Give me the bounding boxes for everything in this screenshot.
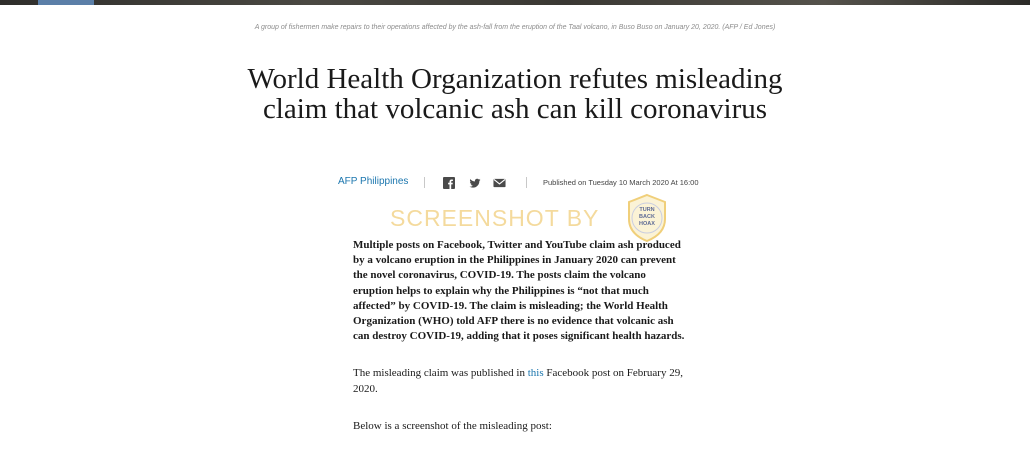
paragraph-text: The misleading claim was published in	[353, 367, 528, 380]
meta-separator	[424, 177, 425, 188]
email-icon[interactable]	[493, 176, 506, 190]
headline-line-2: claim that volcanic ash can kill coronavirus	[262, 93, 768, 125]
article-meta-bar	[338, 176, 698, 192]
article-headline	[160, 64, 870, 124]
seal-text-line: HOAX	[639, 221, 655, 227]
author-link[interactable]: AFP Philippines	[338, 176, 409, 187]
hero-image-bottom-edge	[0, 0, 1030, 5]
meta-separator	[526, 177, 527, 188]
facebook-icon[interactable]	[443, 176, 455, 190]
paragraph-text: Facebook post on February 29, 2020.	[353, 367, 683, 395]
photo-caption: A group of fishermen make repairs to their operations affected by the ash-fall from the eruption of the Taal volcano, in Buso Buso on January 20, 2020. (AFP / Ed Jones)	[254, 24, 776, 31]
facebook-post-link[interactable]: this	[527, 367, 544, 380]
article-body	[353, 238, 688, 456]
published-date: Published on Tuesday 10 March 2020 At 16:00	[543, 178, 699, 187]
turn-back-hoax-seal	[622, 193, 672, 243]
article-paragraph	[353, 366, 688, 396]
headline-line-1: World Health Organization refutes misleading	[247, 63, 783, 95]
article-paragraph: Below is a screenshot of the misleading post:	[353, 419, 552, 432]
seal-text-line: BACK	[639, 214, 655, 220]
hero-image-tab	[38, 0, 94, 5]
article-lead-paragraph: Multiple posts on Facebook, Twitter and YouTube claim ash produced by a volcano eruption in the Philippines in January 2020 can prevent the novel coronavirus, COVID-19. The posts claim the volcano eruption helps to explain why the Philippines is “not that much affected” by COVID-19. The claim is misleading; the World Health Organization (WHO) told AFP there is no evidence that volcanic ash can destroy COVID-19, adding that it poses significant health hazards.	[353, 239, 685, 343]
twitter-icon[interactable]	[469, 176, 481, 190]
screenshot-watermark-text: SCREENSHOT BY	[390, 205, 600, 231]
seal-text-line: TURN	[639, 207, 655, 213]
